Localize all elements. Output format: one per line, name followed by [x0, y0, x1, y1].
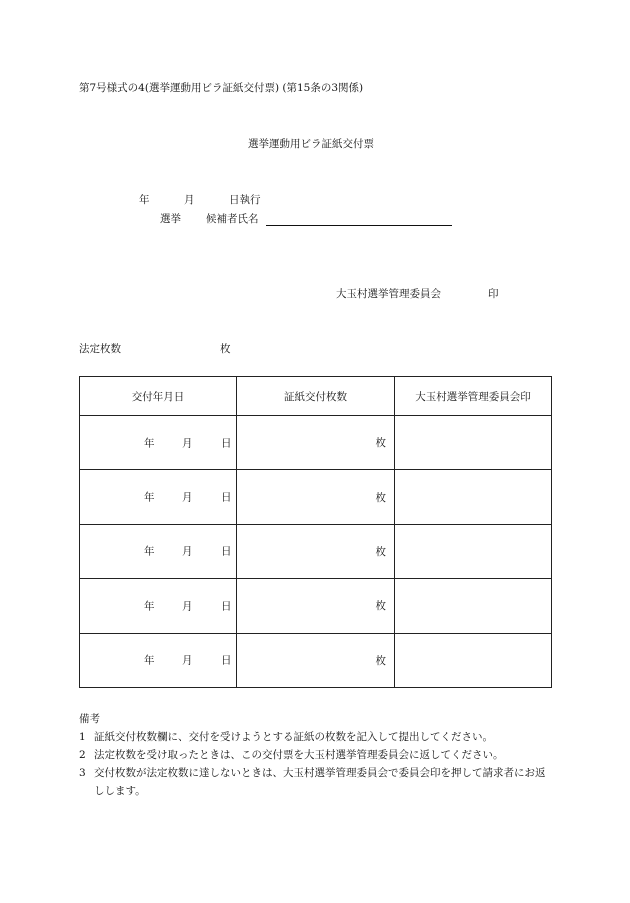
header-issue-date: 交付年月日 — [80, 377, 237, 416]
row-month: 月 — [182, 545, 193, 558]
table-row — [80, 524, 552, 578]
note-number: 2 — [79, 749, 86, 761]
row-count-unit: 枚 — [375, 437, 386, 450]
row-day: 日 — [221, 600, 232, 613]
row-day: 日 — [221, 545, 232, 558]
execution-day-label: 日執行 — [229, 194, 261, 206]
document-title: 選挙運動用ビラ証紙交付票 — [248, 138, 374, 150]
row-count-unit: 枚 — [375, 545, 386, 558]
issue-date-cell[interactable] — [80, 416, 237, 470]
legal-count-label: 法定枚数 — [79, 343, 121, 355]
form-number-label: 第7号様式の4(選挙運動用ビラ証紙交付票) (第15条の3関係) — [79, 82, 364, 94]
row-month: 月 — [182, 491, 193, 504]
row-year: 年 — [144, 654, 155, 667]
row-year: 年 — [144, 491, 155, 504]
issuer-committee: 大玉村選挙管理委員会 — [336, 288, 441, 300]
row-month: 月 — [182, 437, 193, 450]
issuer-seal: 印 — [488, 288, 499, 300]
issue-date-cell[interactable] — [80, 579, 237, 633]
row-count-unit: 枚 — [375, 654, 386, 667]
stamp-count-cell[interactable] — [237, 416, 395, 470]
stamp-count-cell[interactable] — [237, 633, 395, 687]
header-stamp-count: 証紙交付枚数 — [237, 377, 395, 416]
issuance-table — [79, 376, 552, 688]
row-day: 日 — [221, 437, 232, 450]
row-month: 月 — [182, 654, 193, 667]
stamp-count-cell[interactable] — [237, 579, 395, 633]
committee-seal-cell[interactable] — [395, 524, 552, 578]
row-year: 年 — [144, 437, 155, 450]
stamp-count-cell[interactable] — [237, 524, 395, 578]
note-item — [79, 764, 554, 800]
table-row — [80, 416, 552, 470]
candidate-name-label: 候補者氏名 — [206, 213, 259, 225]
committee-seal-cell[interactable] — [395, 579, 552, 633]
note-item — [79, 746, 554, 764]
note-text: 交付枚数が法定枚数に達しないときは、大玉村選挙管理委員会で委員会印を押して請求者にお返しします。 — [94, 767, 546, 797]
table-row — [80, 633, 552, 687]
issue-date-cell[interactable] — [80, 470, 237, 524]
header-committee-seal: 大玉村選挙管理委員会印 — [395, 377, 552, 416]
row-count-unit: 枚 — [375, 491, 386, 504]
note-number: 3 — [79, 767, 86, 779]
committee-seal-cell[interactable] — [395, 416, 552, 470]
execution-month-label: 月 — [184, 194, 195, 206]
committee-seal-cell[interactable] — [395, 633, 552, 687]
table-header-row — [80, 377, 552, 416]
issue-date-cell[interactable] — [80, 524, 237, 578]
issue-date-cell[interactable] — [80, 633, 237, 687]
table-row — [80, 579, 552, 633]
note-item — [79, 728, 554, 746]
candidate-name-field[interactable] — [266, 213, 452, 226]
table-row — [80, 470, 552, 524]
notes-section — [79, 710, 554, 800]
stamp-count-cell[interactable] — [237, 470, 395, 524]
row-year: 年 — [144, 600, 155, 613]
execution-year-label: 年 — [139, 194, 150, 206]
row-count-unit: 枚 — [375, 600, 386, 613]
row-year: 年 — [144, 545, 155, 558]
row-month: 月 — [182, 600, 193, 613]
legal-count-unit: 枚 — [220, 343, 231, 355]
committee-seal-cell[interactable] — [395, 470, 552, 524]
note-text: 法定枚数を受け取ったときは、この交付票を大玉村選挙管理委員会に返してください。 — [94, 749, 504, 761]
row-day: 日 — [221, 654, 232, 667]
note-text: 証紙交付枚数欄に、交付を受けようとする証紙の枚数を記入して提出してください。 — [94, 731, 493, 743]
row-day: 日 — [221, 491, 232, 504]
election-label: 選挙 — [160, 213, 181, 225]
note-number: 1 — [79, 731, 86, 743]
notes-heading: 備考 — [79, 713, 100, 725]
